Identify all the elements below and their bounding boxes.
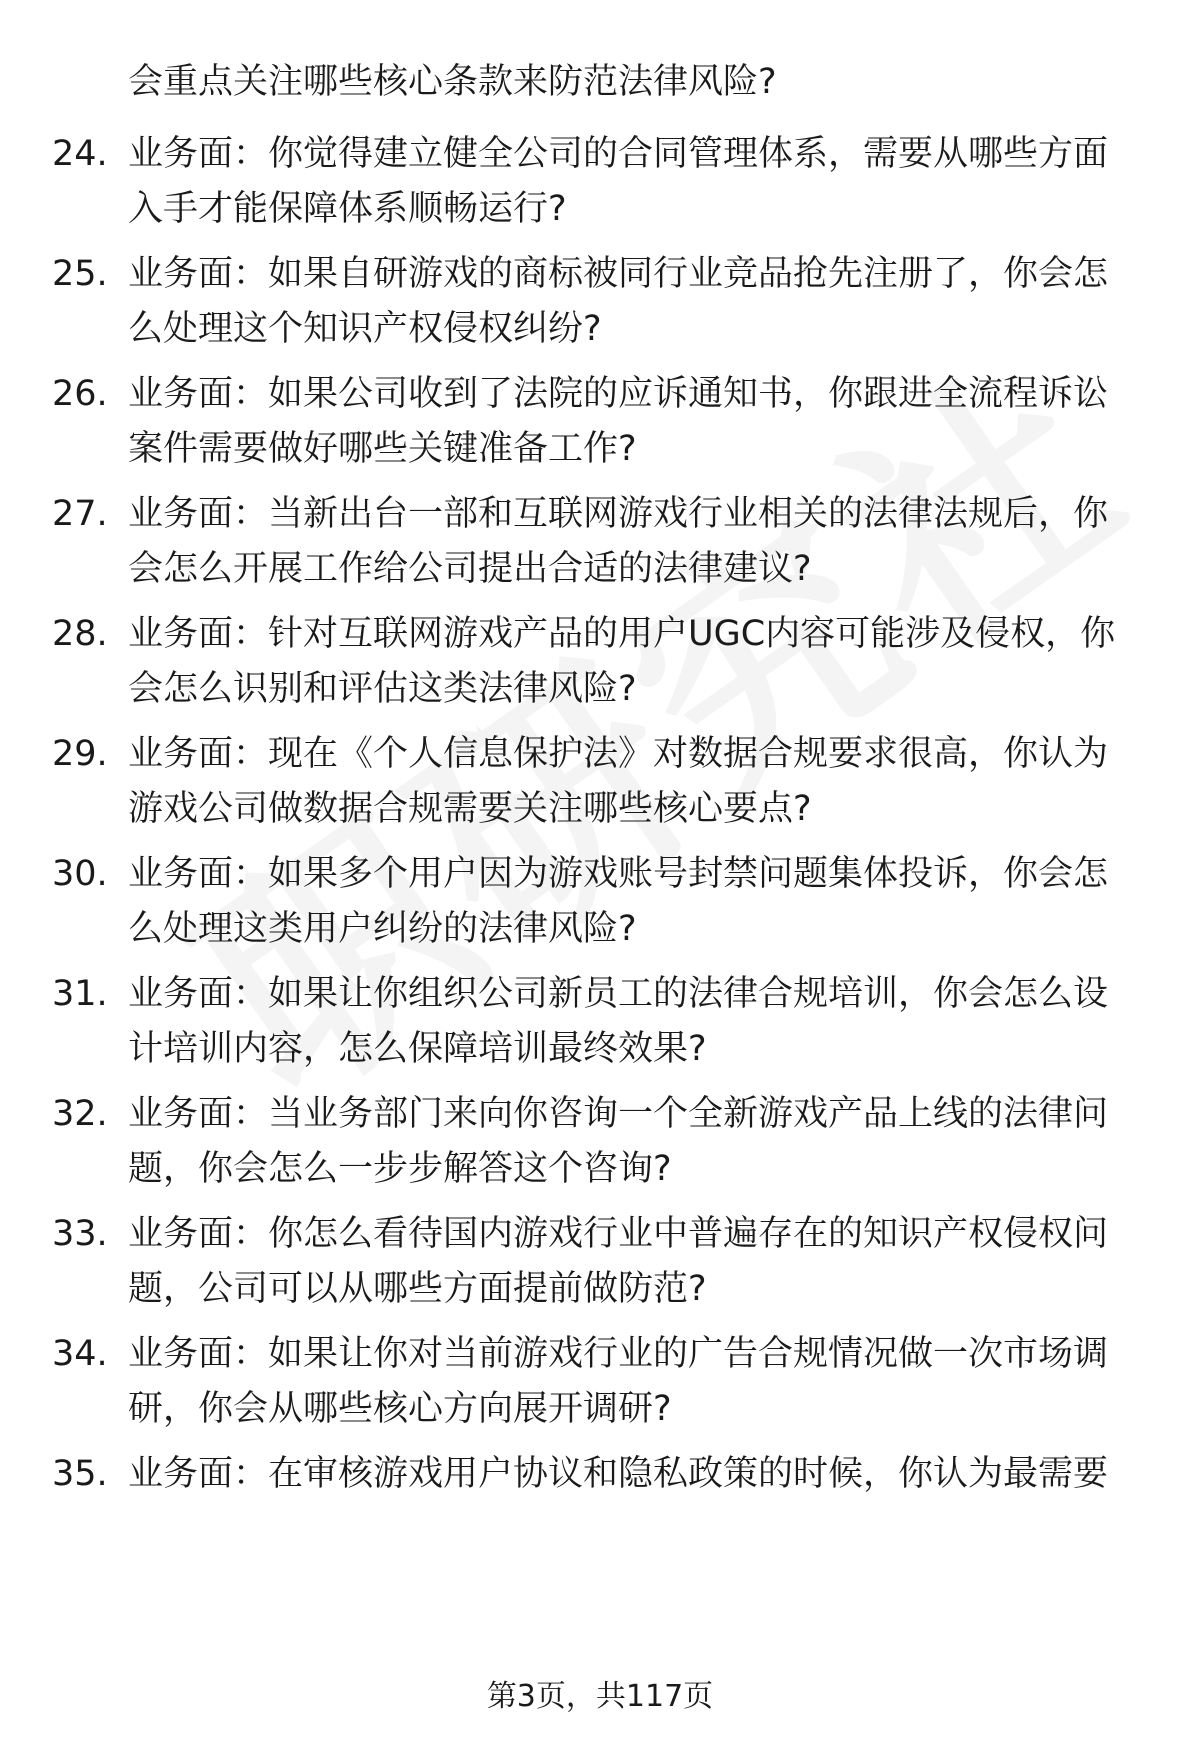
list-item bbox=[0, 250, 1200, 370]
question-number: 29. bbox=[52, 734, 108, 774]
question-text-line1: 业务面：现在《个人信息保护法》对数据合规要求很高，你认为 bbox=[128, 734, 1109, 774]
question-text-line1: 业务面：你觉得建立健全公司的合同管理体系，需要从哪些方面 bbox=[128, 134, 1109, 174]
list-item bbox=[0, 1330, 1200, 1450]
list-item bbox=[0, 1090, 1200, 1210]
question-text-line1: 业务面：如果让你组织公司新员工的法律合规培训，你会怎么设 bbox=[128, 974, 1109, 1014]
question-text-line2: 么处理这个知识产权侵权纠纷? bbox=[128, 309, 602, 349]
question-text-line2: 入手才能保障体系顺畅运行? bbox=[128, 189, 567, 229]
list-item bbox=[0, 850, 1200, 970]
question-text-line1: 业务面：针对互联网游戏产品的用户UGC内容可能涉及侵权，你 bbox=[128, 614, 1116, 654]
question-number: 30. bbox=[52, 854, 108, 894]
question-text-line2: 游戏公司做数据合规需要关注哪些核心要点? bbox=[128, 789, 812, 829]
question-number: 31. bbox=[52, 974, 108, 1014]
question-text-line2: 研，你会从哪些核心方向展开调研? bbox=[128, 1389, 672, 1429]
page-number: 第3页，共117页 bbox=[486, 1679, 714, 1714]
question-number: 25. bbox=[52, 254, 108, 294]
question-text-line1: 业务面：如果公司收到了法院的应诉通知书，你跟进全流程诉讼 bbox=[128, 374, 1109, 414]
question-number: 34. bbox=[52, 1334, 108, 1374]
question-text-line1: 业务面：如果让你对当前游戏行业的广告合规情况做一次市场调 bbox=[128, 1334, 1109, 1374]
list-item bbox=[0, 130, 1200, 250]
question-text-line1: 业务面：如果自研游戏的商标被同行业竞品抢先注册了，你会怎 bbox=[128, 254, 1109, 294]
list-item bbox=[0, 730, 1200, 850]
question-text-line2: 案件需要做好哪些关键准备工作? bbox=[128, 429, 637, 469]
question-text-line1: 业务面：当新出台一部和互联网游戏行业相关的法律法规后，你 bbox=[128, 494, 1109, 534]
list-item bbox=[0, 370, 1200, 490]
question-text-line2: 么处理这类用户纠纷的法律风险? bbox=[128, 909, 637, 949]
question-number: 24. bbox=[52, 134, 108, 174]
question-number: 33. bbox=[52, 1214, 108, 1254]
question-text-line2: 计培训内容，怎么保障培训最终效果? bbox=[128, 1029, 707, 1069]
list-item bbox=[0, 490, 1200, 610]
question-number: 32. bbox=[52, 1094, 108, 1134]
question-text-line2: 会怎么识别和评估这类法律风险? bbox=[128, 669, 637, 709]
question-text-line1: 业务面：你怎么看待国内游戏行业中普遍存在的知识产权侵权问 bbox=[128, 1214, 1109, 1254]
question-text-line2: 会怎么开展工作给公司提出合适的法律建议? bbox=[128, 549, 812, 589]
question-number: 28. bbox=[52, 614, 108, 654]
list-item bbox=[0, 1210, 1200, 1330]
question-number: 27. bbox=[52, 494, 108, 534]
question-text-line2: 题，你会怎么一步步解答这个咨询? bbox=[128, 1149, 672, 1189]
question-number: 26. bbox=[52, 374, 108, 414]
question-text-line1: 业务面：在审核游戏用户协议和隐私政策的时候，你认为最需要 bbox=[128, 1454, 1109, 1494]
question-text-line2: 题，公司可以从哪些方面提前做防范? bbox=[128, 1269, 707, 1309]
question-text-line1: 业务面：如果多个用户因为游戏账号封禁问题集体投诉，你会怎 bbox=[128, 854, 1109, 894]
list-item bbox=[0, 610, 1200, 730]
continued-question-text: 会重点关注哪些核心条款来防范法律风险? bbox=[128, 62, 777, 102]
question-number: 35. bbox=[52, 1454, 108, 1494]
question-text-line1: 业务面：当业务部门来向你咨询一个全新游戏产品上线的法律问 bbox=[128, 1094, 1109, 1134]
list-item bbox=[0, 1450, 1200, 1570]
list-item bbox=[0, 970, 1200, 1090]
